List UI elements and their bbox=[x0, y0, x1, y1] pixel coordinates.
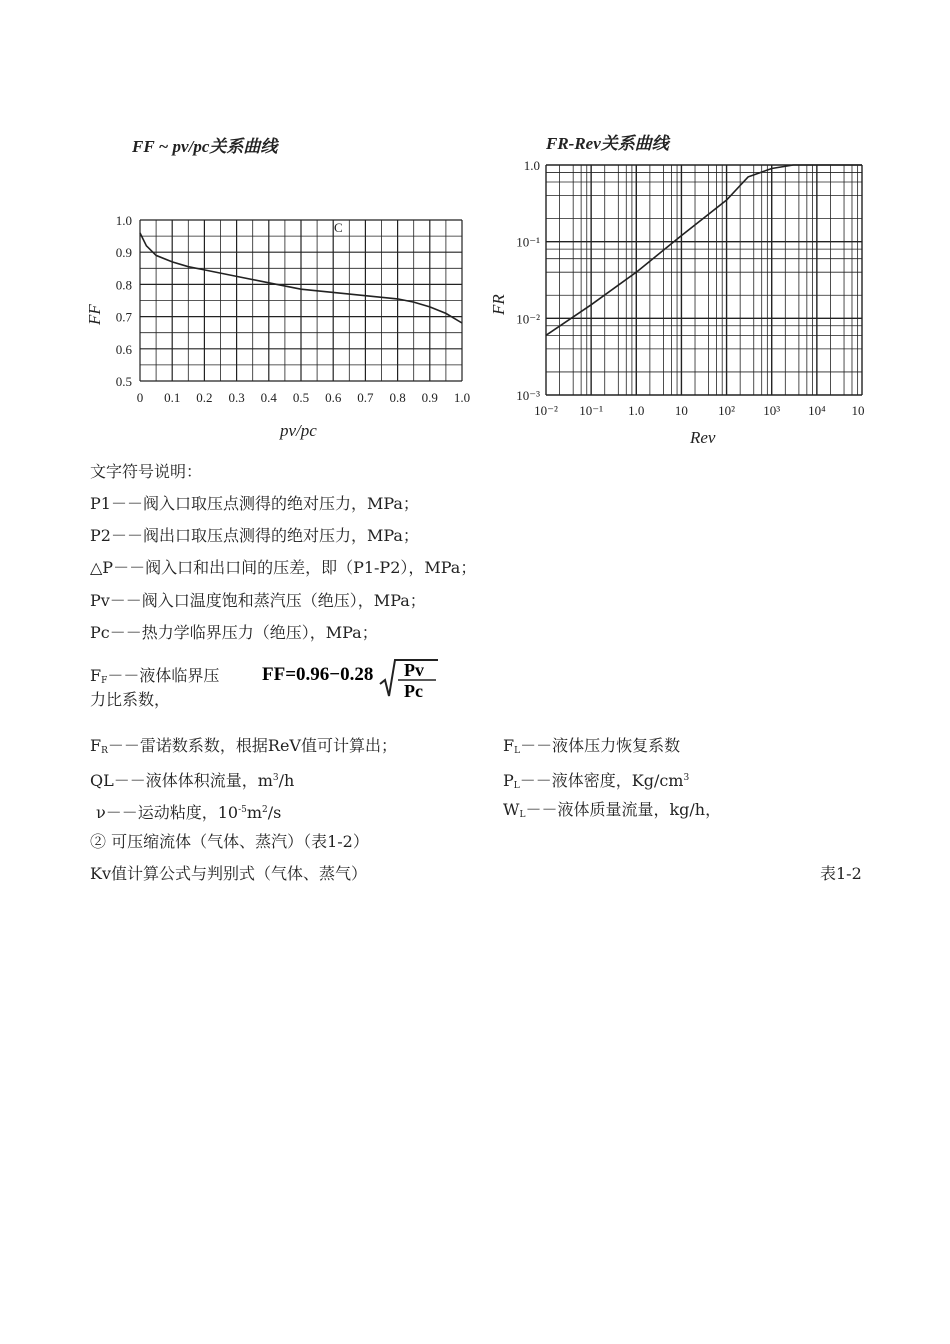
def-ff bbox=[90, 666, 219, 691]
table-ref: 表1-2 bbox=[820, 864, 862, 883]
chart2-xlabel: Rev bbox=[690, 428, 716, 447]
formula-numerator: Pv bbox=[404, 660, 424, 680]
chart2-y-tick: 10⁻³ bbox=[516, 388, 540, 403]
formula-text: FF=0.96−0.28 bbox=[262, 664, 374, 685]
chart2-x-tick: 10² bbox=[718, 403, 736, 418]
nu-sup: -5 bbox=[238, 805, 247, 815]
fr-subscript: R bbox=[101, 746, 108, 756]
pl-sup: 3 bbox=[683, 773, 690, 783]
pl-symbol: P bbox=[503, 771, 514, 790]
chart1-y-tick: 0.5 bbox=[115, 374, 132, 389]
def-pl bbox=[503, 768, 689, 796]
chart1-x-tick: 0.3 bbox=[228, 390, 245, 405]
fr-rev-chart bbox=[490, 125, 870, 455]
compressible-heading: ② 可压缩流体（气体、蒸汽）（表1-2） bbox=[90, 832, 369, 851]
def-pv: Pv－－阀入口温度饱和蒸汽压（绝压），MPa； bbox=[90, 591, 426, 610]
def-pc: Pc－－热力学临界压力（绝压），MPa； bbox=[90, 623, 378, 642]
chart1-x-ticks bbox=[137, 390, 470, 405]
fr-symbol: F bbox=[90, 736, 102, 755]
def-wl bbox=[503, 800, 721, 825]
chart1-y-tick: 1.0 bbox=[115, 213, 132, 228]
ql-tail: /h bbox=[278, 771, 295, 790]
wl-desc: －－液体质量流量，kg/h， bbox=[525, 800, 722, 819]
ff-formula bbox=[262, 656, 442, 706]
def-ql bbox=[90, 768, 294, 791]
chart2-grid bbox=[546, 165, 862, 395]
wl-symbol: W bbox=[503, 800, 520, 819]
ff-pvpc-chart bbox=[80, 125, 490, 445]
def-p1: P1－－阀入口取压点测得的绝对压力，MPa； bbox=[90, 494, 419, 513]
kv-title: Kv值计算公式与判别式（气体、蒸气） bbox=[90, 864, 367, 883]
chart1-x-tick: 0.7 bbox=[357, 390, 374, 405]
nu-sup2: 2 bbox=[262, 805, 268, 815]
pl-subscript: L bbox=[513, 781, 520, 791]
chart2-y-tick: 10⁻¹ bbox=[516, 234, 540, 250]
def-nu bbox=[96, 800, 281, 823]
chart1-y-tick: 0.7 bbox=[115, 309, 132, 325]
fl-subscript: L bbox=[514, 746, 521, 756]
chart2-x-tick: 10⁴ bbox=[808, 403, 826, 418]
def-p2: P2－－阀出口取压点测得的绝对压力，MPa； bbox=[90, 526, 419, 545]
fr-desc: －－雷诺数系数，根据ReV值可计算出； bbox=[107, 736, 397, 755]
def-fl bbox=[503, 736, 680, 761]
ff-formula-svg bbox=[262, 656, 442, 700]
chart1-title: FF ~ pv/pc关系曲线 bbox=[132, 137, 278, 156]
chart2-x-tick: 10 bbox=[674, 403, 688, 418]
chart2-x-tick: 10 bbox=[851, 403, 865, 418]
fl-desc: －－液体压力恢复系数 bbox=[520, 736, 681, 755]
chart1-x-tick: 0.4 bbox=[260, 390, 277, 405]
chart2-series-line bbox=[546, 165, 862, 335]
nu-desc: ν－－运动粘度，10 bbox=[96, 803, 239, 822]
chart1-x-tick: 0.5 bbox=[292, 390, 310, 405]
chart2-y-tick: 1.0 bbox=[523, 158, 540, 173]
chart1-annotation: C bbox=[334, 220, 343, 235]
nu-tail: /s bbox=[267, 803, 282, 822]
fl-symbol: F bbox=[503, 736, 515, 755]
chart1-y-tick: 0.9 bbox=[115, 245, 132, 261]
chart2-x-tick: 10⁻¹ bbox=[579, 403, 604, 418]
def-ff-cont: 力比系数， bbox=[90, 690, 171, 709]
chart1-x-tick: 0.8 bbox=[389, 390, 406, 405]
chart1-x-tick: 0.2 bbox=[196, 390, 213, 405]
chart1-x-tick: 0.6 bbox=[325, 390, 342, 405]
chart1-x-tick: 0.1 bbox=[164, 390, 181, 405]
chart2-x-tick: 10³ bbox=[763, 403, 781, 418]
chart2-x-tick: 10⁻² bbox=[534, 403, 558, 418]
chart1-ylabel: FF bbox=[85, 304, 104, 325]
ff-subscript: F bbox=[101, 676, 108, 686]
chart2-y-ticks bbox=[516, 158, 540, 403]
pl-desc: －－液体密度，Kg/cm bbox=[519, 771, 684, 790]
chart2-x-tick: 1.0 bbox=[628, 403, 645, 418]
chart2-y-tick: 10⁻² bbox=[516, 311, 540, 327]
chart1-x-tick: 1.0 bbox=[453, 390, 471, 405]
ql-sup: 3 bbox=[272, 773, 279, 783]
ql-desc: QL－－液体体积流量，m bbox=[90, 771, 273, 790]
chart1-x-tick: 0 bbox=[136, 390, 144, 405]
chart2-ylabel: FR bbox=[489, 294, 508, 315]
ff-symbol: F bbox=[90, 666, 102, 685]
chart2-x-ticks bbox=[534, 403, 864, 418]
def-fr bbox=[90, 736, 397, 761]
chart1-grid bbox=[140, 220, 462, 381]
chart1-x-tick: 0.9 bbox=[421, 390, 438, 405]
chart2-title: FR-Rev关系曲线 bbox=[546, 134, 669, 153]
chart1-y-ticks bbox=[116, 213, 133, 389]
ff-desc-1: －－液体临界压 bbox=[107, 666, 220, 685]
chart1-y-tick: 0.8 bbox=[115, 277, 132, 293]
legend-title: 文字符号说明： bbox=[90, 462, 203, 481]
def-dp: △P－－阀入口和出口间的压差，即（P1-P2），MPa； bbox=[90, 558, 477, 577]
formula-denominator: Pc bbox=[404, 681, 423, 700]
chart1-xlabel: pv/pc bbox=[280, 421, 317, 440]
nu-mid: m bbox=[246, 803, 263, 822]
wl-subscript: L bbox=[519, 810, 526, 820]
chart1-y-tick: 0.6 bbox=[115, 341, 132, 357]
